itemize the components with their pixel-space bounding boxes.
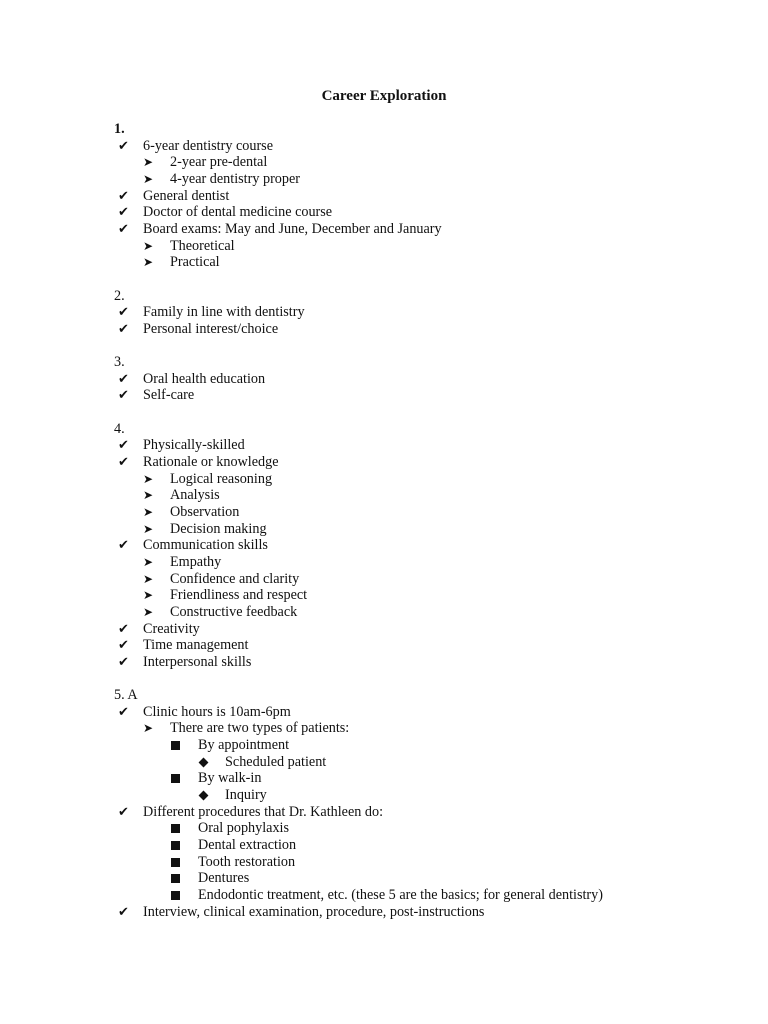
check-icon: ✔ xyxy=(118,138,129,154)
section-heading-line xyxy=(0,421,768,438)
check-icon: ✔ xyxy=(118,438,129,454)
list-item xyxy=(0,754,768,771)
list-item xyxy=(0,487,768,504)
list-item-text: Theoretical xyxy=(170,237,235,254)
check-icon: ✔ xyxy=(118,371,129,387)
arrow-bullet-icon: ➤ xyxy=(143,571,154,586)
square-bullet-icon xyxy=(171,887,180,905)
list-item xyxy=(0,787,768,804)
list-item-text: Tooth restoration xyxy=(198,853,296,870)
list-item-text: 4-year dentistry proper xyxy=(170,170,301,187)
list-item-text: Rationale or knowledge xyxy=(143,454,279,470)
arrow-bullet-icon: ➤ xyxy=(143,588,154,603)
list-item-text: Self-care xyxy=(143,387,195,404)
section-number: 3. xyxy=(114,354,125,371)
list-item xyxy=(0,504,768,521)
square-bullet-icon xyxy=(171,820,180,838)
check-icon: ✔ xyxy=(118,654,129,670)
square-bullet-icon xyxy=(171,870,180,888)
list-item-text: Board exams: May and June, December and January xyxy=(143,220,442,237)
list-item-text: Scheduled patient xyxy=(225,753,327,770)
list-item xyxy=(0,870,768,887)
list-item-text: 2-year pre-dental xyxy=(170,154,268,171)
list-item-text: Different procedures that Dr. Kathleen do: xyxy=(143,803,384,820)
list-item xyxy=(0,720,768,737)
blank-line xyxy=(0,337,768,354)
list-item xyxy=(0,221,768,238)
arrow-bullet-icon: ➤ xyxy=(143,238,154,253)
list-item xyxy=(0,737,768,754)
check-icon: ✔ xyxy=(118,638,129,654)
section-heading-line xyxy=(0,687,768,704)
list-item-text: Physically-skilled xyxy=(143,437,245,454)
list-item xyxy=(0,521,768,538)
check-icon: ✔ xyxy=(118,704,129,720)
diamond-bullet-icon xyxy=(199,754,207,771)
check-icon: ✔ xyxy=(118,305,129,321)
list-item-text: Oral health education xyxy=(143,370,266,387)
list-item xyxy=(0,804,768,821)
list-item xyxy=(0,704,768,721)
list-item xyxy=(0,587,768,604)
list-item-text: Practical xyxy=(170,254,220,271)
arrow-bullet-icon: ➤ xyxy=(143,521,154,536)
blank-line xyxy=(0,404,768,421)
list-item-text: Dentures xyxy=(198,870,250,887)
check-icon: ✔ xyxy=(118,205,129,221)
list-item xyxy=(0,254,768,271)
list-item xyxy=(0,437,768,454)
list-item xyxy=(0,171,768,188)
list-item-text: Family in line with dentistry xyxy=(143,304,305,321)
section-number: 5. A xyxy=(114,687,138,704)
square-bullet-icon xyxy=(171,837,180,855)
list-item-text: By appointment xyxy=(198,737,290,753)
list-item xyxy=(0,138,768,155)
list-item xyxy=(0,204,768,221)
list-item-text: Inquiry xyxy=(225,787,267,803)
section-heading-line xyxy=(0,121,768,138)
list-item xyxy=(0,154,768,171)
list-item xyxy=(0,837,768,854)
check-icon: ✔ xyxy=(118,321,129,337)
list-item-text: Creativity xyxy=(143,620,200,637)
document-title: Career Exploration xyxy=(321,88,447,104)
check-icon: ✔ xyxy=(118,621,129,637)
section-number: 2. xyxy=(114,287,125,304)
arrow-bullet-icon: ➤ xyxy=(143,155,154,170)
section-heading-line xyxy=(0,288,768,305)
check-icon: ✔ xyxy=(118,221,129,237)
check-icon: ✔ xyxy=(118,538,129,554)
list-item xyxy=(0,654,768,671)
arrow-bullet-icon: ➤ xyxy=(143,721,154,736)
list-item xyxy=(0,904,768,921)
list-item-text: Friendliness and respect xyxy=(170,587,308,604)
list-item xyxy=(0,304,768,321)
list-item-text: 6-year dentistry course xyxy=(143,137,274,154)
arrow-bullet-icon: ➤ xyxy=(143,255,154,270)
square-bullet-icon xyxy=(171,770,180,788)
list-item-text: Empathy xyxy=(170,553,222,570)
list-item-text: Logical reasoning xyxy=(170,470,273,487)
arrow-bullet-icon: ➤ xyxy=(143,504,154,519)
section-number: 1. xyxy=(114,121,125,137)
list-item-text: Communication skills xyxy=(143,537,268,554)
check-icon: ✔ xyxy=(118,904,129,920)
list-item xyxy=(0,820,768,837)
list-item xyxy=(0,604,768,621)
list-item-text: Constructive feedback xyxy=(170,603,298,620)
arrow-bullet-icon: ➤ xyxy=(143,171,154,186)
list-item xyxy=(0,371,768,388)
list-item xyxy=(0,471,768,488)
list-item-text: Time management xyxy=(143,637,249,654)
list-item-text: Dental extraction xyxy=(198,836,297,853)
arrow-bullet-icon: ➤ xyxy=(143,554,154,569)
check-icon: ✔ xyxy=(118,388,129,404)
arrow-bullet-icon: ➤ xyxy=(143,488,154,503)
check-icon: ✔ xyxy=(118,455,129,470)
diamond-bullet-icon xyxy=(199,787,207,804)
list-item-text: Personal interest/choice xyxy=(143,320,279,337)
list-item xyxy=(0,537,768,554)
list-item xyxy=(0,321,768,338)
check-icon: ✔ xyxy=(118,804,129,820)
blank-line xyxy=(0,670,768,687)
list-item xyxy=(0,887,768,904)
list-item xyxy=(0,854,768,871)
list-item-text: Clinic hours is 10am-6pm xyxy=(143,703,291,720)
square-bullet-icon xyxy=(171,737,180,755)
list-item-text: There are two types of patients: xyxy=(170,720,350,737)
square-bullet-icon xyxy=(171,854,180,872)
arrow-bullet-icon: ➤ xyxy=(143,604,154,619)
list-item xyxy=(0,387,768,404)
list-item xyxy=(0,571,768,588)
check-icon: ✔ xyxy=(118,188,129,204)
list-item xyxy=(0,637,768,654)
list-item xyxy=(0,454,768,471)
list-item-text: Confidence and clarity xyxy=(170,570,300,587)
list-item xyxy=(0,188,768,205)
list-item xyxy=(0,621,768,638)
list-item-text: Interpersonal skills xyxy=(143,653,252,670)
list-item xyxy=(0,238,768,255)
list-item-text: Decision making xyxy=(170,520,267,537)
arrow-bullet-icon: ➤ xyxy=(143,471,154,486)
list-item-text: Observation xyxy=(170,503,240,520)
list-item-text: Endodontic treatment, etc. (these 5 are the basics; for general dentistry) xyxy=(198,886,603,903)
list-item-text: Interview, clinical examination, procedure, post-instructions xyxy=(143,903,485,920)
list-item xyxy=(0,770,768,787)
list-item-text: Oral pophylaxis xyxy=(198,820,290,837)
blank-line xyxy=(0,271,768,288)
list-item-text: By walk-in xyxy=(198,770,262,787)
section-heading-line xyxy=(0,354,768,371)
list-item-text: Analysis xyxy=(170,487,220,504)
list-item-text: General dentist xyxy=(143,187,230,204)
section-number: 4. xyxy=(114,420,125,437)
list-item xyxy=(0,554,768,571)
list-item-text: Doctor of dental medicine course xyxy=(143,204,333,221)
